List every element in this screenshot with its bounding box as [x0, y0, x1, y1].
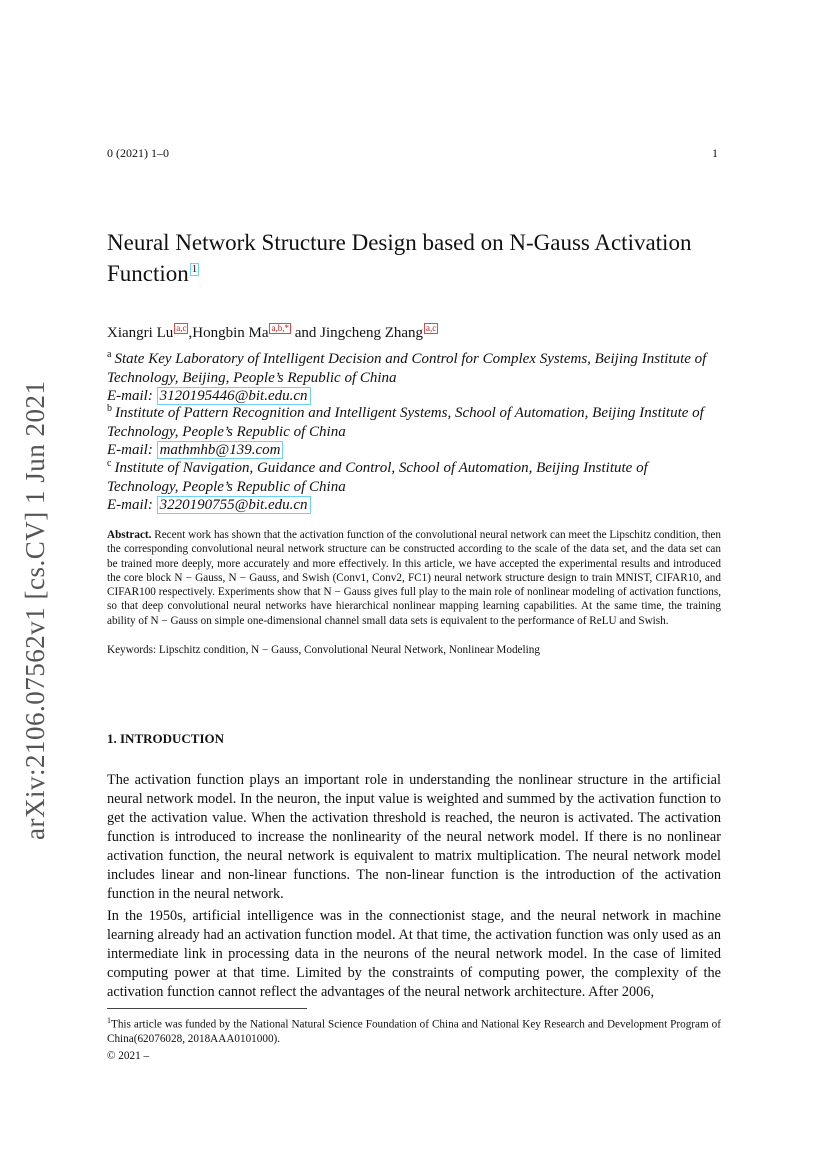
- section-heading: 1. INTRODUCTION: [107, 731, 225, 746]
- abstract-text: Recent work has shown that the activation function of the convolutional neural network can meet the Lipschitz condition, then the corresponding convolutional neural network structure can be constructed according to the scale of the data set, and the data set can be trained more deeply, more accurately and more effectively. In this article, we have accepted the experimental results and introduced the core block N − Gauss, N − Gauss, and Swish (Conv1, Conv2, FC1) neural network structure design to train MNIST, CIFAR10, and CIFAR100 respectively. Experiments show that N − Gauss gives full play to the main role of nonlinear modeling of activation functions, so that deep convolutional neural networks have hierarchical nonlinear mapping learning capabilities. At the same time, the training ability of N − Gauss on simple one-dimensional channel small data sets is equivalent to the performance of ReLU and Swish.: [107, 529, 721, 627]
- author-list: Xiangri Lu a,c ,Hongbin Ma a,b,* and Jingcheng Zhang a,c: [107, 323, 437, 341]
- footnote: $^1$This article was funded by the National Natural Science Foundation of China and National Key Research and Development Program of China(62076028, 2018AAA0101000).: [107, 1016, 721, 1045]
- paragraph: In the 1950s, artificial intelligence was in the connectionist stage, and the neural network in machine learning already had an activation function model. At that time, the activation function was only used as an intermediate link in processing data in the neurons of the neural network model. In the case of limited computing power at that time. Limited by the constraints of computing power, the complexity of the activation function cannot reflect the advantages of the neural network architecture. After 2006,: [107, 908, 721, 1000]
- copyright: © 2021 –: [107, 1050, 150, 1062]
- title-footnote-link[interactable]: 1: [191, 263, 198, 276]
- abstract: [107, 528, 721, 628]
- affiliation-b: $^b$ Institute of Pattern Recognition and Intelligent Systems, School of Automation, Beijing Institute of Technology, People’s Republic of China E-mail: mathmhb@139.com: [107, 403, 704, 458]
- running-header: 0 (2021) 1–0: [107, 146, 169, 160]
- keywords: Keywords: Lipschitz condition, N − Gauss, Convolutional Neural Network, Nonlinear Modeling: [107, 644, 540, 656]
- footnote-rule: [107, 1008, 307, 1009]
- affiliation-link[interactable]: a,c: [176, 323, 187, 333]
- paragraph: The activation function plays an important role in understanding the nonlinear structure in the artificial neural network model. In the neuron, the input value is weighted and summed by the activation function to get the activation value. When the activation threshold is reached, the neuron is activated. The activation function is introduced to increase the nonlinearity of the neural network model. If there is no nonlinear activation function, the neural network is equivalent to matrix multiplication. The neural network model includes linear and non-linear functions. The non-linear function is the introduction of the activation function in the neural network.: [107, 772, 721, 902]
- affiliation-link[interactable]: a,c: [426, 323, 437, 333]
- affiliation-link[interactable]: a,b,*: [271, 323, 289, 333]
- email-link[interactable]: 3220190755@bit.edu.cn: [157, 496, 311, 514]
- email-link[interactable]: 3120195446@bit.edu.cn: [157, 387, 311, 405]
- affiliation-c: $^c$ Institute of Navigation, Guidance and Control, School of Automation, Beijing Institute of Technology, People’s Republic of China E-mail: 3220190755@bit.edu.cn: [107, 458, 648, 513]
- affiliation-a: $^a$ State Key Laboratory of Intelligent Decision and Control for Complex Systems, Beijing Institute of Technology, Beijing, People’s Republic of China E-mail: 3120195446@bit.edu.cn: [107, 349, 707, 404]
- page-number: 1: [712, 146, 718, 160]
- arxiv-stamp: arXiv:2106.07562v1 [cs.CV] 1 Jun 2021: [20, 380, 50, 840]
- email-link[interactable]: mathmhb@139.com: [157, 441, 284, 459]
- paper-title: Neural Network Structure Design based on N-Gauss Activation Function 1: [107, 230, 692, 286]
- abstract-label: Abstract.: [107, 529, 152, 541]
